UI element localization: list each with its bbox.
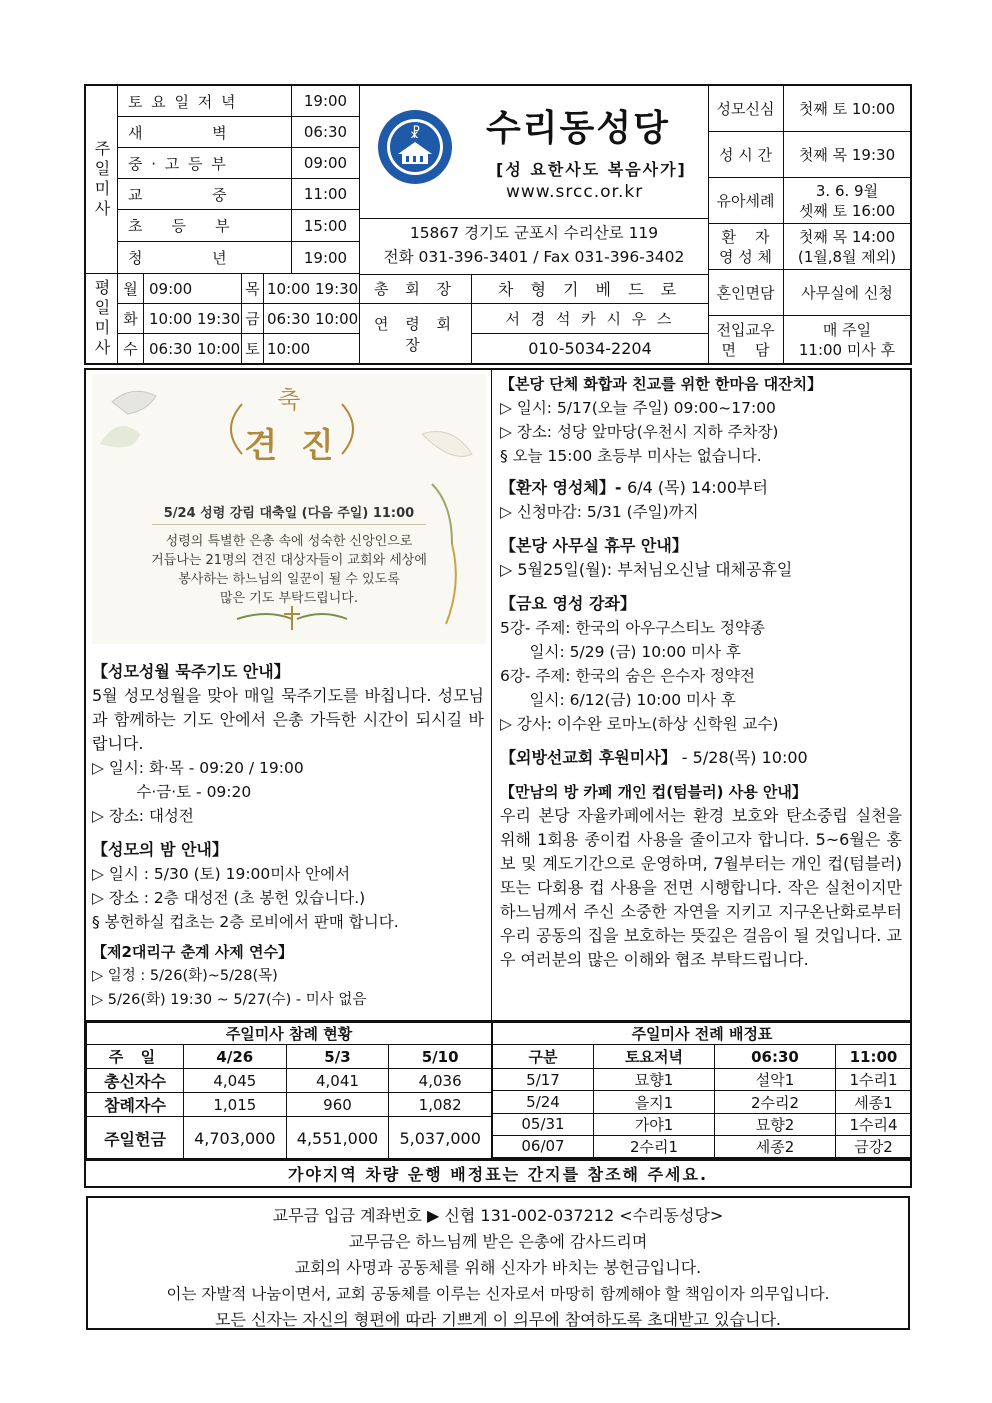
liturgy-cell: 1수리1 <box>836 1069 912 1091</box>
left-column <box>86 370 492 1020</box>
liturgy-cell: 2수리2 <box>715 1091 836 1113</box>
liturgy-cell: 06/07 <box>493 1135 594 1157</box>
church-subtitle: [성 요한사도 복음사가] <box>496 159 687 179</box>
sunday-row-name: 청 년 <box>118 242 292 274</box>
card-divider <box>152 524 426 525</box>
footer-line: 교회의 사명과 공동체를 위해 신자가 바치는 봉헌금입니다. <box>294 1258 702 1277</box>
attendance-cell: 4,041 <box>286 1069 389 1093</box>
sunday-mass-label: 주일미사 <box>86 86 118 274</box>
rosary-line: ▷ 장소: 대성전 <box>92 807 194 825</box>
lecture-line: 6강- 주제: 한국의 숨은 은수자 정약전 <box>500 667 755 685</box>
liturgy-header: 토요저녁 <box>594 1045 715 1069</box>
attendance-cell: 4,045 <box>184 1069 287 1093</box>
church-url[interactable]: www.srcc.or.kr <box>506 182 644 202</box>
weekday-time: 06:30 10:00 <box>264 304 360 334</box>
schedule-value: 3. 6. 9월 셋째 토 16:00 <box>784 178 910 224</box>
card-text-line: 거듭나는 21명의 견진 대상자들이 교회와 세상에 <box>151 553 427 568</box>
liturgy-header: 11:00 <box>836 1045 912 1069</box>
liturgy-cell: 을지1 <box>594 1091 715 1113</box>
mission-date: - 5/28(목) 10:00 <box>676 748 808 767</box>
night-line: ▷ 일시 : 5/30 (토) 19:00미사 안에서 <box>92 865 351 883</box>
attendance-row-label: 참례자수 <box>87 1093 184 1117</box>
sunday-row-time: 19:00 <box>292 86 360 117</box>
weekday-day: 금 <box>242 304 264 334</box>
church-name: 수리동성당 <box>486 107 670 149</box>
account-line: 교무금 입금 계좌번호 ▶ 신협 131-002-037212 <수리동성당> <box>272 1206 724 1225</box>
attendance-cell: 1,015 <box>184 1093 287 1117</box>
weekday-time: 06:30 10:00 <box>144 334 242 363</box>
liturgy-cell: 묘향2 <box>715 1113 836 1135</box>
sunday-row-time: 06:30 <box>292 117 360 148</box>
footer-line: 교무금은 하느님께 받은 은총에 감사드리며 <box>348 1232 648 1251</box>
card-title: 견 진 <box>244 426 334 466</box>
attendance-row-label: 총신자수 <box>87 1069 184 1093</box>
sunday-row-time: 09:00 <box>292 148 360 179</box>
schedule-label: 성 시 간 <box>708 132 784 178</box>
attendance-header: 주 일 <box>87 1045 184 1069</box>
night-line: ▷ 장소 : 2층 대성전 (초 봉헌 있습니다.) <box>92 889 366 907</box>
attendance-header: 5/3 <box>286 1045 389 1069</box>
sunday-row-name: 새 벽 <box>118 117 292 148</box>
attendance-table <box>86 1022 492 1161</box>
sunday-row-time: 15:00 <box>292 210 360 242</box>
weekday-day: 토 <box>242 334 264 363</box>
liturgy-cell: 세종1 <box>836 1091 912 1113</box>
liturgy-cell: 묘향1 <box>594 1069 715 1091</box>
weekday-time: 09:00 <box>144 274 242 304</box>
liturgy-cell: 설악1 <box>715 1069 836 1091</box>
lecture-line: 5강- 주제: 한국의 아우구스티노 정약종 <box>500 619 765 637</box>
liturgy-cell: 2수리1 <box>594 1135 715 1157</box>
vehicle-notice: 가야지역 차량 운행 배정표는 간지를 참조해 주세요. <box>84 1160 912 1188</box>
office-line: ▷ 5월25일(월): 부처님오신날 대체공휴일 <box>500 560 793 579</box>
liturgy-cell: 1수리4 <box>836 1113 912 1135</box>
liturgy-cell: 5/24 <box>493 1091 594 1113</box>
office-title: 【본당 사무실 휴무 안내】 <box>500 536 688 555</box>
weekday-time: 10:00 <box>264 334 360 363</box>
footer-offering <box>86 1196 910 1330</box>
elder-phone: 010-5034-2204 <box>528 339 652 358</box>
sunday-row-name: 초 등 부 <box>118 210 292 242</box>
mission-title: 【외방선교회 후원미사】 <box>500 748 677 767</box>
schedule-label: 성모신심 <box>708 86 784 132</box>
attendance-header: 4/26 <box>184 1045 287 1069</box>
weekday-mass-label: 평일미사 <box>86 274 118 363</box>
liturgy-header: 구분 <box>493 1045 594 1069</box>
attendance-cell: 5,037,000 <box>389 1117 492 1161</box>
weekday-day: 화 <box>118 304 144 334</box>
lecture-title: 【금요 영성 강좌】 <box>500 594 636 613</box>
sunday-row-name: 중 · 고 등 부 <box>118 148 292 179</box>
attendance-cell: 4,551,000 <box>286 1117 389 1161</box>
retreat-line: ▷ 일정 : 5/26(화)~5/28(목) <box>92 968 278 984</box>
sunday-row-name: 토 요 일 저 녁 <box>118 86 292 117</box>
night-line: § 봉헌하실 컵초는 2층 로비에서 판매 합니다. <box>92 913 399 931</box>
schedule-label: 유아세례 <box>708 178 784 224</box>
schedule-label: 전입교우 면 담 <box>708 316 784 363</box>
weekday-time: 10:00 19:30 <box>264 274 360 304</box>
tables-block <box>84 1022 912 1160</box>
lecture-line: 일시: 6/12(금) 10:00 미사 후 <box>500 691 736 709</box>
president-name: 차 형 기 베 드 로 <box>472 274 708 304</box>
cafe-title: 【만남의 방 카페 개인 컵(텀블러) 사용 안내】 <box>500 783 807 801</box>
schedule-value: 첫째 목 19:30 <box>784 132 910 178</box>
liturgy-title: 주일미사 전례 배정표 <box>493 1023 912 1045</box>
sick-date: 6/4 (목) 14:00부터 <box>627 478 768 497</box>
weekday-day: 수 <box>118 334 144 363</box>
attendance-header: 5/10 <box>389 1045 492 1069</box>
divider <box>360 218 708 219</box>
retreat-line: ▷ 5/26(화) 19:30 ~ 5/27(수) - 미사 없음 <box>92 992 367 1008</box>
sunday-row-time: 19:00 <box>292 242 360 274</box>
elder-name: 서 경 석 카 시 우 스 <box>472 304 708 334</box>
card-date: 5/24 성령 강림 대축일 (다음 주일) 11:00 <box>163 506 415 521</box>
schedule-value: 첫째 토 10:00 <box>784 86 910 132</box>
weekday-time: 10:00 19:30 <box>144 304 242 334</box>
lecture-line: 일시: 5/29 (금) 10:00 미사 후 <box>500 643 741 661</box>
schedule-value: 매 주일 11:00 미사 후 <box>798 320 896 359</box>
sick-line: ▷ 신청마감: 5/31 (주일)까지 <box>500 503 699 521</box>
liturgy-header: 06:30 <box>715 1045 836 1069</box>
night-title: 【성모의 밤 안내】 <box>92 840 228 859</box>
announcements-block <box>84 368 912 1022</box>
retreat-title: 【제2대리구 춘계 사제 연수】 <box>92 943 294 961</box>
church-phone: 전화 031-396-3401 / Fax 031-396-3402 <box>383 248 685 266</box>
liturgy-cell: 5/17 <box>493 1069 594 1091</box>
schedule-value: 사무실에 신청 <box>784 270 910 316</box>
card-text <box>112 532 466 608</box>
liturgy-cell: 세종2 <box>715 1135 836 1157</box>
rosary-body: 5월 성모성월을 맞아 매일 묵주기도를 바칩니다. 성모님과 함께하는 기도 안에서 은총 가득한 시간이 되시길 바랍니다. <box>92 686 484 753</box>
rosary-line: ▷ 일시: 화·목 - 09:20 / 19:00 <box>92 759 304 777</box>
liturgy-table <box>492 1022 912 1158</box>
feast-title: 【본당 단체 화합과 친교를 위한 한마음 대잔치】 <box>500 375 823 393</box>
schedule-label: 환 자 영 성 체 <box>708 224 784 270</box>
sunday-row-time: 11:00 <box>292 179 360 210</box>
card-text-line: 많은 기도 부탁드립니다. <box>220 591 358 606</box>
schedule-label: 혼인면담 <box>708 270 784 316</box>
confirmation-card <box>92 374 486 644</box>
attendance-title: 주일미사 참례 현황 <box>87 1023 492 1045</box>
rosary-title: 【성모성월 묵주기도 안내】 <box>92 662 290 681</box>
weekday-day: 목 <box>242 274 264 304</box>
schedule-value: 첫째 목 14:00 (1월,8월 제외) <box>784 224 910 270</box>
attendance-cell: 4,036 <box>389 1069 492 1093</box>
left-notices <box>92 654 484 1012</box>
card-text-line: 봉사하는 하느님의 일꾼이 될 수 있도록 <box>178 572 400 587</box>
card-text-line: 성령의 특별한 은총 속에 성숙한 신앙인으로 <box>165 534 413 549</box>
attendance-cell: 4,703,000 <box>184 1117 287 1161</box>
elder-label: 연 령 회 장 <box>360 304 472 363</box>
footer-line: 모든 신자는 자신의 형편에 따라 기쁘게 이 의무에 참여하도록 초대받고 있습니다. <box>215 1310 781 1329</box>
sick-communion-title <box>500 476 902 500</box>
sunday-row-name: 교 중 <box>118 179 292 210</box>
feast-line: § 오늘 15:00 초등부 미사는 없습니다. <box>500 447 762 465</box>
church-address: 15867 경기도 군포시 수리산로 119 <box>409 224 659 242</box>
svg-text:☧: ☧ <box>409 126 421 142</box>
attendance-row-label: 주일헌금 <box>87 1117 184 1161</box>
lecture-line: ▷ 강사: 이수완 로마노(하상 신학원 교수) <box>500 715 779 733</box>
liturgy-cell: 가야1 <box>594 1113 715 1135</box>
liturgy-cell: 금강2 <box>836 1135 912 1157</box>
mission-mass <box>500 746 902 770</box>
president-label: 총 회 장 <box>360 274 472 304</box>
rosary-line: 수·금·토 - 09:20 <box>92 783 252 801</box>
feast-line: ▷ 장소: 성당 앞마당(우천시 지하 주차장) <box>500 423 779 441</box>
weekday-day: 월 <box>118 274 144 304</box>
liturgy-cell: 05/31 <box>493 1113 594 1135</box>
cafe-body: 우리 본당 자율카페에서는 환경 보호와 탄소중립 실천을 위해 1회용 종이컵 사용을 줄이고자 합니다. 5~6월은 홍보 및 계도기간으로 운영하며, 7월부터는 개인 컵(텀블러) 또는 다회용 컵 사용을 전면 시행합니다. 작은 실천이지만 하느님께서 주신 소중한 자연을 지키고 지구온난화로부터 우리 공동의 집을 보호하는 뜻깊은 걸음이 될 것입니다. 교우 여러분의 많은 이해와 협조 부탁드립니다. <box>500 806 902 969</box>
card-badge: 축 <box>277 386 301 414</box>
church-logo <box>376 108 454 186</box>
attendance-cell: 1,082 <box>389 1093 492 1117</box>
footer-line: 이는 자발적 나눔이면서, 교회 공동체를 이루는 신자로서 마땅히 함께해야 할 책임이자 의무입니다. <box>166 1285 830 1303</box>
header-block <box>84 84 912 365</box>
right-column <box>492 370 910 1020</box>
sick-title: 【환자 영성체】- <box>500 478 628 497</box>
attendance-cell: 960 <box>286 1093 389 1117</box>
feast-line: ▷ 일시: 5/17(오늘 주일) 09:00~17:00 <box>500 399 776 417</box>
